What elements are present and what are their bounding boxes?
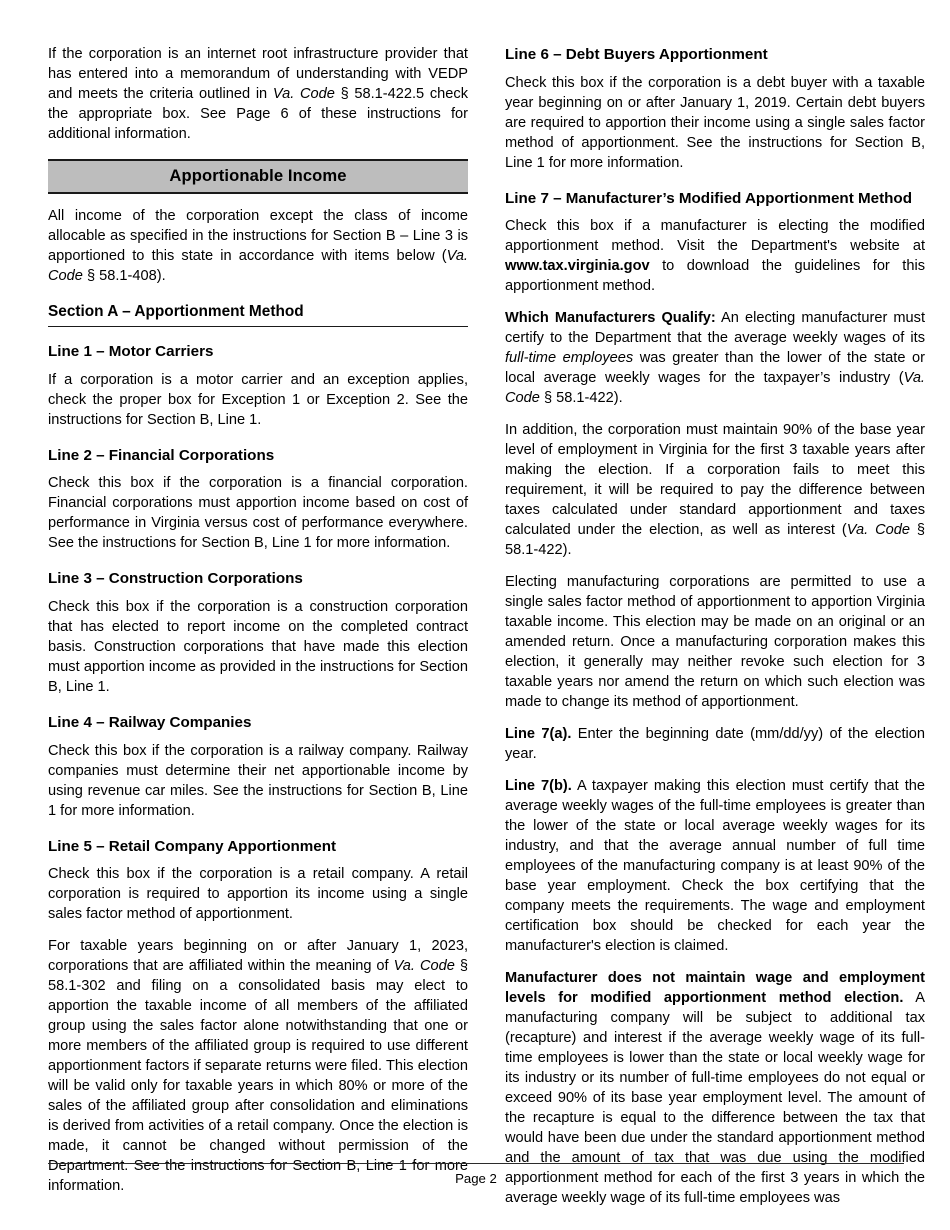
qualify-label: Which Manufacturers Qualify: [505,310,716,327]
line-4-heading: Line 4 – Railway Companies [48,713,252,731]
intro-paragraph [48,45,468,145]
line-5-body-second [48,937,468,1197]
line-7a-text: Enter the beginning date (mm/dd/yy) of the election year. [505,726,925,763]
line-5-heading: Line 5 – Retail Company Apportionment [48,837,337,855]
qualify-text-mid: was greater than the lower of the state or local average weekly wages for the taxpayer’s industry ( [505,350,925,387]
apportionable-text-pre: All income of the corporation except the class of income allocable as specified in the instructions for Section B – Line 3 is apportioned to this state in accordance with items below ( [48,207,468,264]
apportionable-text-post: § 58.1-408). [82,267,166,284]
line-7b-label: Line 7(b). [505,778,572,795]
recapture-label: Manufacturer does not maintain wage and employment levels for modified apportionment method election. [505,969,925,1006]
full-time-employees-italic: full-time employees [505,350,634,367]
line-5-body-first: Check this box if the corporation is a retail company. A retail corporation is required to apportion its income using a single sales factor method of apportionment. [48,866,468,923]
department-website-link[interactable]: www.tax.virginia.gov [505,258,650,275]
addition-text-post: § 58.1-422). [505,522,926,559]
line-7b-paragraph [505,777,925,957]
addition-citation-italic: Va. Code [846,522,910,539]
which-manufacturers-qualify-paragraph [505,309,925,409]
line-7b-text: A taxpayer making this election must certify that the average weekly wages of the full-time employees is greater than the lower of the state or local average weekly wages for its industry, and that the average annual number of full time employees of the manufacturing company is at least 90% of the base year employment. Check the box certifying that the company meets the requirements. The wage and employment certification box should be checked for each year the manufacturer's election is claimed. [505,778,925,954]
line-4-body: Check this box if the corporation is a railway company. Railway companies must determine their net apportionable income by using revenue car miles. See the instructions for Section B, Line 1 for more information. [48,742,468,819]
in-addition-paragraph [505,421,925,561]
line-7a-label: Line 7(a). [505,726,572,743]
footer-rule [48,1163,904,1164]
line-7-text-post: to download the guidelines for this apportionment method. [505,258,925,295]
qualify-text-post: § 58.1-422). [539,390,623,407]
line-1-heading: Line 1 – Motor Carriers [48,342,214,360]
two-column-layout [48,45,926,1209]
line-7-body-first [505,217,925,297]
apportionable-citation-italic: Va. Code [48,247,468,284]
line-3-body: Check this box if the corporation is a construction corporation that has elected to report income on the completed contract basis. Construction corporations that have made this election must apportion income as provided in the instructions for Section B, Line 1. [48,599,468,695]
line-7a-paragraph [505,725,925,765]
intro-text-pre: If the corporation is an internet root infrastructure provider that has entered into a memorandum of understanding with VEDP and meets the criteria outlined in [48,46,468,102]
qualify-text-pre: An electing manufacturer must certify to the Department that the average weekly wages of its [505,310,925,347]
intro-text-post: § 58.1-422.5 check the appropriate box. See Page 6 of these instructions for additional information. [48,85,469,142]
line-6-body: Check this box if the corporation is a debt buyer with a taxable year beginning on or after January 1, 2019. Certain debt buyers are required to apportion their income using a single sales factor method of apportionment. See the instructions for Section B, Line 1 for more information. [505,74,925,171]
line-3-heading: Line 3 – Construction Corporations [48,570,303,588]
line-7-heading: Line 7 – Manufacturer’s Modified Apportionment Method [505,189,912,207]
addition-text-pre: In addition, the corporation must maintain 90% of the base year level of employment in Virginia for the first 3 taxable years after making the election. If a corporation fails to meet this requirement, it will be required to pay the difference between taxes calculated under standard apportionment and taxes calculated under the election, as well as interest ( [505,422,925,539]
line-1-body: If a corporation is a motor carrier and an exception applies, check the proper box for Exception 1 or Exception 2. See the instructions for Section B, Line 1. [48,371,468,428]
page-number: Page 2 [455,1171,497,1186]
electing-manufacturing-paragraph: Electing manufacturing corporations are permitted to use a single sales factor method of apportionment to apportion Virginia taxable income. This election may be made on an original or an amended return. Once a manufacturing corporation makes this election, it generally may neither revoke such election for 3 taxable years nor amend the return on which such election was made to change its method of apportionment. [505,574,925,711]
right-column [505,45,925,1209]
intro-citation-italic: Va. Code [272,85,335,102]
left-column [48,45,468,1197]
apportionable-income-band: Apportionable Income [48,159,468,194]
line-7-text-pre: Check this box if a manufacturer is electing the modified apportionment method. Visit the Department's website at [505,218,925,255]
line-2-body: Check this box if the corporation is a financial corporation. Financial corporations must apportion income based on cost of performance in Virginia versus cost of performance everywhere. See the instructions for Section B, Line 1 for more information. [48,475,468,552]
line-5-text-pre: For taxable years beginning on or after January 1, 2023, corporations that are affiliated within the meaning of [48,938,468,975]
line-2-heading: Line 2 – Financial Corporations [48,446,275,464]
apportionable-income-paragraph [48,207,468,287]
line-6-heading: Line 6 – Debt Buyers Apportionment [505,46,768,63]
page-footer [48,1163,904,1186]
qualify-citation-italic: Va. Code [505,370,925,407]
recapture-text: A manufacturing company will be subject to additional tax (recapture) and interest if the average weekly wage of its full-time employees is lower than the state or local weekly wage for its industry or its number of full-time employees do not equal or exceed 90% of its base year employment level. The amount of the recapture is equal to the difference between the tax that would have been due under the standard apportionment method and the amount of tax that was due using the modified apportionment method for each of the first 3 years in which the average weekly wage of its full-time employees was [505,989,926,1206]
section-a-heading: Section A – Apportionment Method [48,303,468,327]
line-5-text-post: § 58.1-302 and filing on a consolidated basis may elect to apportion the taxable income of all members of the affiliated group using the sales factor alone notwithstanding that one or more members of the affiliated group is required to use different apportionment factors if separate returns were filed. This election will be valid only for taxable years in which 80% or more of the sales of the affiliated group after consolidation and eliminations is derived from activities of a retail company. Once the election is made, it cannot be changed without permission of the Department. See the instructions for Section B, Line 1 for more information. [48,958,468,1195]
line-5-citation-italic: Va. Code [393,958,455,975]
